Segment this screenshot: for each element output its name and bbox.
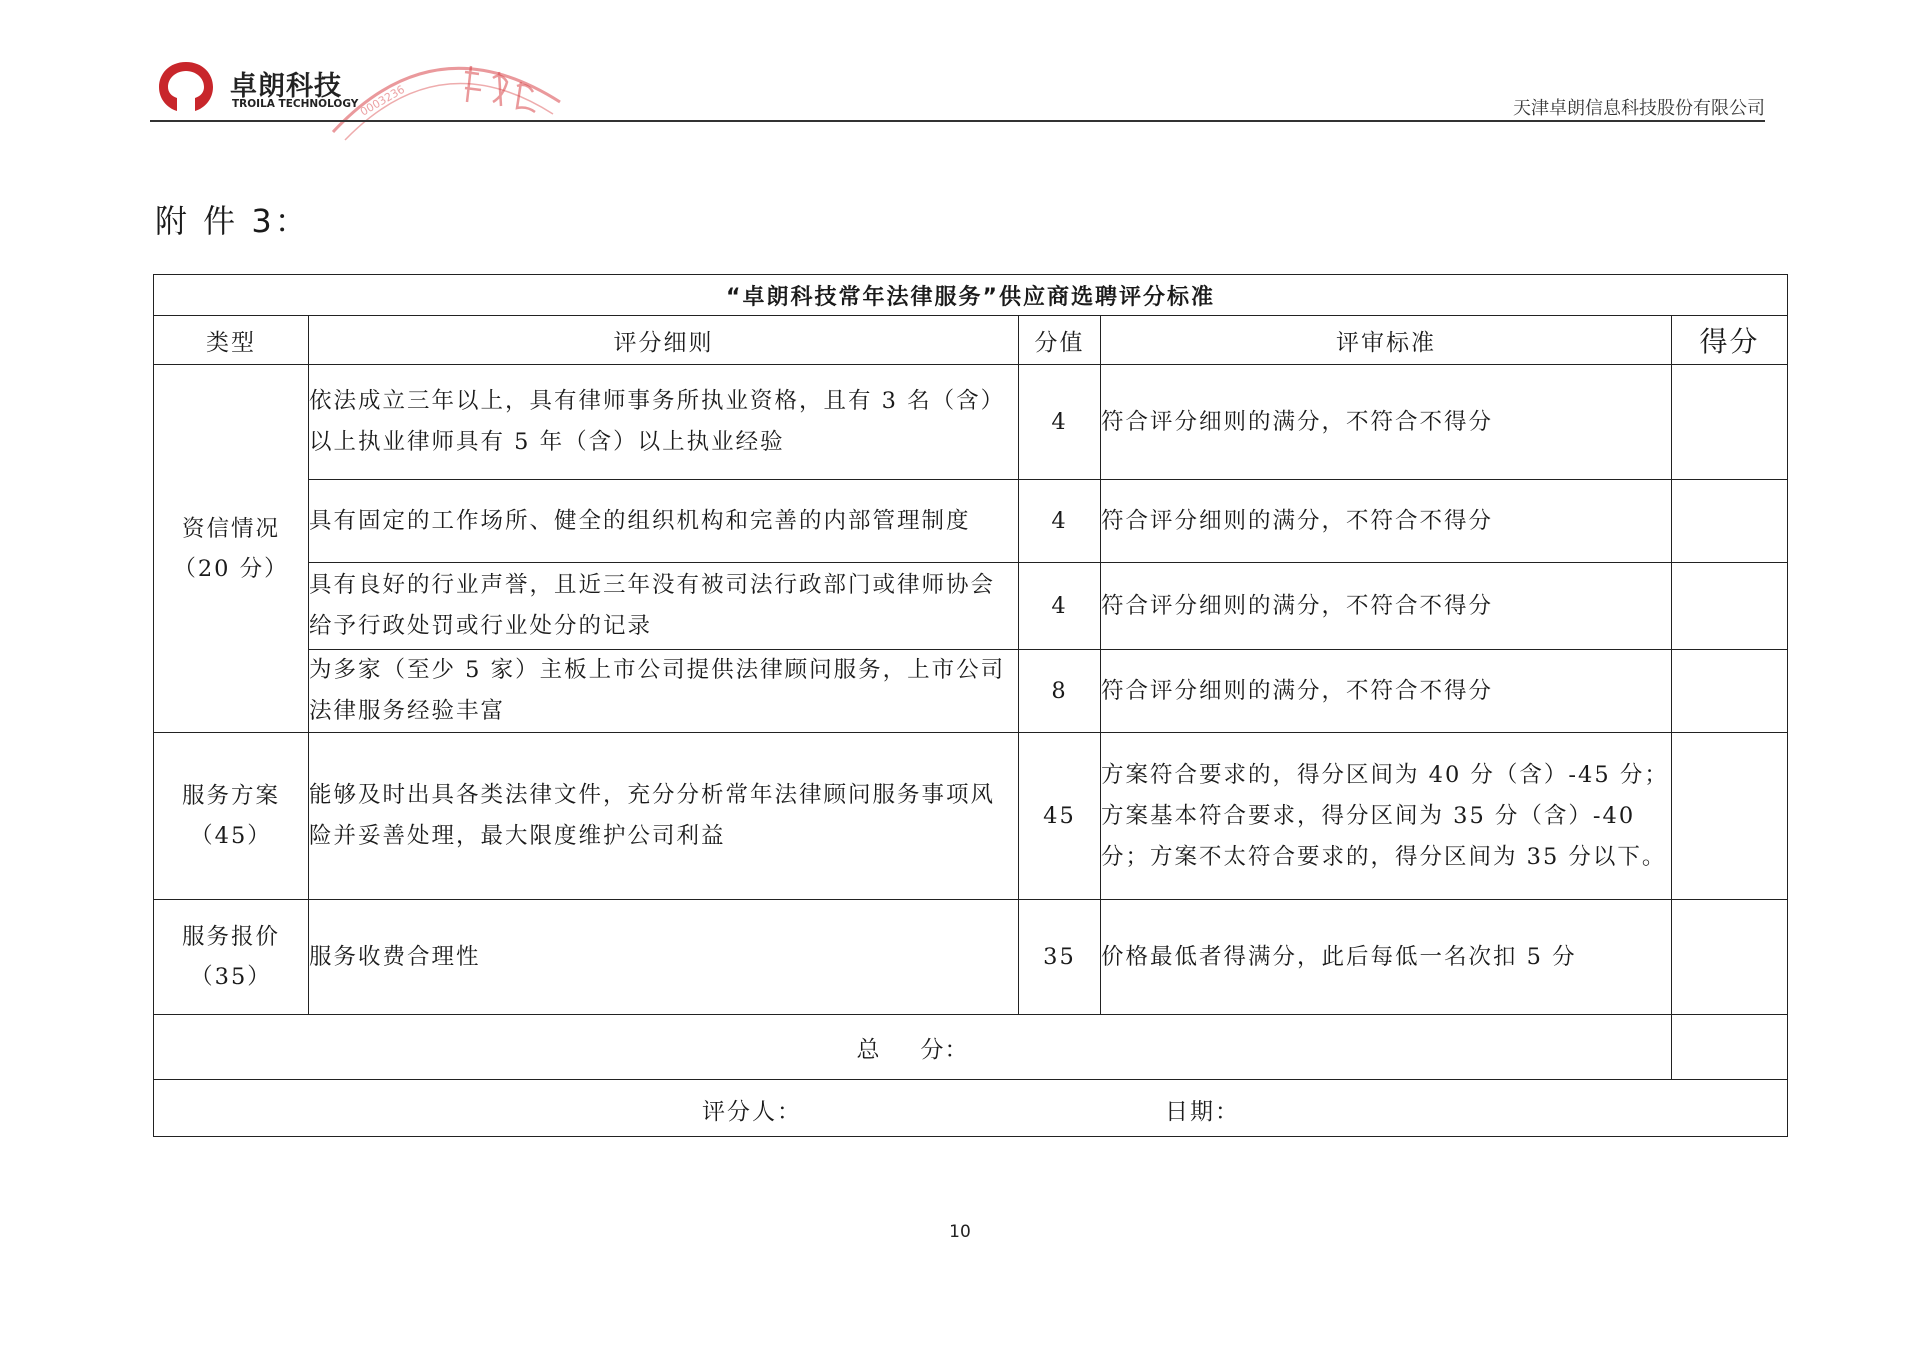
score-input-cell[interactable] [1672,650,1788,733]
table-caption: “卓朗科技常年法律服务”供应商选聘评分标准 [154,275,1788,316]
troila-logo-icon [155,58,217,114]
standard-cell: 符合评分细则的满分，不符合不得分 [1101,480,1672,563]
standard-cell: 方案符合要求的，得分区间为 40 分（含）-45 分；方案基本符合要求，得分区间为 35 分（含）-40 分；方案不太符合要求的，得分区间为 35 分以下。 [1101,733,1672,900]
category-name: 服务报价 [181,924,280,950]
points-cell: 8 [1019,650,1101,733]
score-input-cell[interactable] [1672,480,1788,563]
logo-english-name: TROILA TECHNOLOGY [232,98,359,110]
points-cell: 4 [1019,365,1101,480]
table-row [154,733,1788,900]
rule-cell: 具有固定的工作场所、健全的组织机构和完善的内部管理制度 [309,480,1019,563]
standard-cell: 价格最低者得满分，此后每低一名次扣 5 分 [1101,900,1672,1015]
table-row [154,480,1788,563]
table-caption-row [154,275,1788,316]
header-divider [150,120,1765,122]
category-points: （45） [190,823,272,849]
category-points: （35） [190,964,272,990]
points-cell: 45 [1019,733,1101,900]
standard-cell: 符合评分细则的满分，不符合不得分 [1101,650,1672,733]
category-points: （20 分） [173,555,289,582]
company-seal-stamp [325,42,565,162]
rule-cell: 依法成立三年以上，具有律师事务所执业资格，且有 3 名（含）以上执业律师具有 5 年（含）以上执业经验 [309,365,1019,480]
score-input-cell[interactable] [1672,900,1788,1015]
header-rule: 评分细则 [309,316,1019,365]
standard-cell: 符合评分细则的满分，不符合不得分 [1101,365,1672,480]
page-header [150,50,1765,122]
table-row [154,563,1788,650]
points-cell: 35 [1019,900,1101,1015]
header-points: 分值 [1019,316,1101,365]
svg-text:0003236: 0003236 [358,82,407,119]
category-service-quote [154,900,309,1015]
standard-cell: 符合评分细则的满分，不符合不得分 [1101,563,1672,650]
score-input-cell[interactable] [1672,365,1788,480]
category-service-plan [154,733,309,900]
attachment-title: 附 件 3： [155,202,310,240]
header-standard: 评审标准 [1101,316,1672,365]
total-score-cell[interactable] [1672,1015,1788,1080]
table-row [154,365,1788,480]
category-name: 资信情况 [181,515,280,542]
category-credit [154,365,309,733]
page-number: 10 [949,1222,971,1242]
total-label-char: 总 [856,1036,881,1063]
header-type: 类型 [154,316,309,365]
score-input-cell[interactable] [1672,563,1788,650]
table-row [154,900,1788,1015]
total-row [154,1015,1788,1080]
table-header-row [154,316,1788,365]
rule-cell: 具有良好的行业声誉，且近三年没有被司法行政部门或律师协会给予行政处罚或行业处分的记录 [309,563,1019,650]
signature-cell [154,1080,1788,1137]
signature-row [154,1080,1788,1137]
rule-cell: 能够及时出具各类法律文件，充分分析常年法律顾问服务事项风险并妥善处理，最大限度维护公司利益 [309,733,1019,900]
total-label [154,1015,1672,1080]
logo-chinese-name: 卓朗科技 [230,71,342,102]
points-cell: 4 [1019,480,1101,563]
rule-cell: 为多家（至少 5 家）主板上市公司提供法律顾问服务，上市公司法律服务经验丰富 [309,650,1019,733]
header-score: 得分 [1672,316,1788,365]
scoring-criteria-table [153,274,1788,1137]
total-label-suffix: 分： [920,1036,969,1063]
points-cell: 4 [1019,563,1101,650]
category-name: 服务方案 [181,783,280,809]
table-row [154,650,1788,733]
date-label: 日期： [1165,1099,1240,1125]
rule-cell: 服务收费合理性 [309,900,1019,1015]
grader-label: 评分人： [702,1099,802,1125]
company-name: 天津卓朗信息科技股份有限公司 [1513,98,1765,119]
score-input-cell[interactable] [1672,733,1788,900]
